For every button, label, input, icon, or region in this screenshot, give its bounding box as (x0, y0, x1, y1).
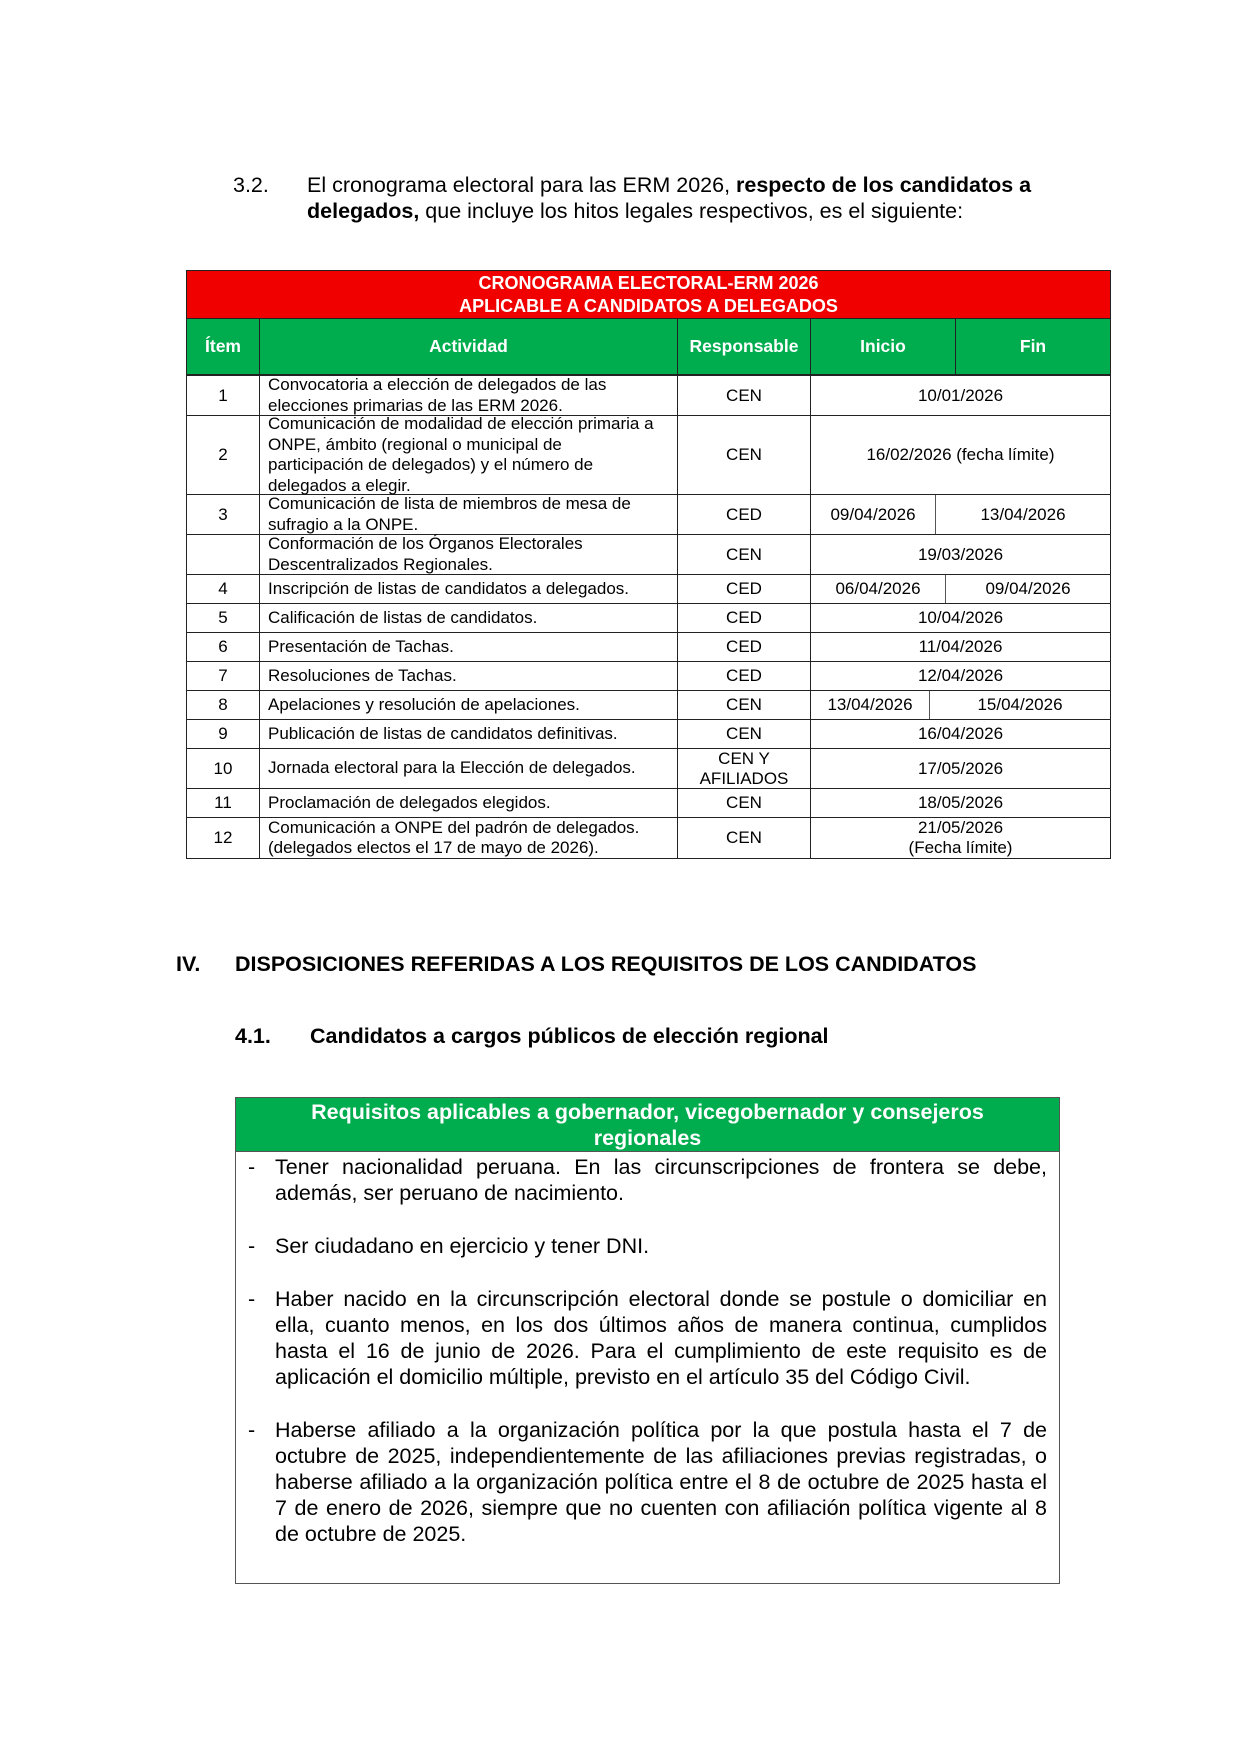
date-value: 16/04/2026 (917, 724, 1004, 743)
requisito-item (248, 1417, 1047, 1547)
responsable-line: CED (726, 608, 762, 627)
requisito-text: Haber nacido en la circunscripción electoral donde se postule o domiciliar en ella, cuanto menos, en los dos últimos años de manera continua, cumplidos hasta el 16 de junio de 2026. Para el cumplimiento de este requisito es de aplicación el domicilio múltiple, previsto en el artículo 35 del Código Civil. (275, 1287, 1047, 1389)
actividad-line: Calificación de listas de candidatos. (268, 607, 538, 627)
title-line-1: CRONOGRAMA ELECTORAL-ERM 2026 (478, 273, 819, 293)
responsable-line: CEN (726, 724, 762, 743)
bullet-dash: - (248, 1287, 256, 1311)
actividad-line: Comunicación de lista de miembros de mesa de (268, 494, 631, 513)
table-row (187, 691, 1110, 720)
requisito-text: Ser ciudadano en ejercicio y tener DNI. (275, 1234, 650, 1258)
cell-item: 8 (187, 691, 260, 719)
cell-item: 4 (187, 575, 260, 603)
requisito-item (248, 1233, 1047, 1259)
actividad-line: Presentación de Tachas. (268, 636, 454, 656)
cell-item: 1 (187, 376, 260, 415)
cell-actividad (260, 604, 678, 632)
header-responsable: Responsable (678, 319, 811, 374)
responsable-line: CEN (726, 695, 762, 714)
cell-date-merged (811, 376, 1110, 415)
table-row (187, 720, 1110, 749)
responsable-line: CED (726, 579, 762, 598)
actividad-line: Proclamación de delegados elegidos. (268, 792, 551, 812)
cell-inicio: 13/04/2026 (811, 691, 930, 719)
actividad-line: Resoluciones de Tachas. (268, 665, 457, 685)
cell-actividad (260, 720, 678, 748)
date-value: 11/04/2026 (918, 637, 1003, 656)
date-value: 17/05/2026 (917, 758, 1004, 778)
cell-item: 3 (187, 495, 260, 534)
actividad-line: delegados a elegir. (268, 475, 411, 495)
date-value: 19/03/2026 (917, 544, 1004, 564)
cell-fin: 13/04/2026 (980, 504, 1066, 524)
cell-actividad (260, 789, 678, 817)
cell-date-merged (811, 720, 1110, 748)
table-row (187, 818, 1110, 858)
cell-actividad (260, 749, 678, 788)
section-number: 3.2. (233, 173, 269, 197)
responsable-line: CED (726, 504, 762, 524)
cell-responsable (678, 691, 811, 719)
responsable-line: CEN (726, 828, 762, 847)
cell-item: 10 (187, 749, 260, 788)
cell-item: 11 (187, 789, 260, 817)
cell-item: 5 (187, 604, 260, 632)
cell-item (187, 535, 260, 574)
table-header-row (187, 319, 1110, 376)
section-text (307, 172, 1107, 224)
table-row (187, 789, 1110, 818)
requisito-text: Haberse afiliado a la organización política por la que postula hasta el 7 de octubre de 2025, independientemente de las afiliaciones previas registradas, o haberse afiliado a la organización política entre el 8 de octubre de 2025 hasta el 7 de enero de 2026, siempre que no cuenten con afiliación política vigente al 8 de octubre de 2025. (275, 1418, 1047, 1546)
table-row (187, 535, 1110, 575)
cell-dates-split (811, 575, 1110, 603)
header-fin: Fin (1019, 336, 1047, 356)
actividad-line: Apelaciones y resolución de apelaciones. (268, 694, 580, 714)
responsable-line: CED (726, 637, 762, 656)
date-value: 18/05/2026 (917, 793, 1004, 812)
requisitos-list (236, 1152, 1059, 1547)
cell-inicio: 09/04/2026 (811, 495, 936, 534)
date-note: (Fecha límite) (908, 838, 1013, 857)
date-value: 21/05/2026 (917, 818, 1004, 837)
table-row (187, 495, 1110, 535)
actividad-line: Comunicación de modalidad de elección primaria a (268, 414, 654, 433)
section-number: IV. (176, 952, 201, 976)
table-row (187, 662, 1110, 691)
cell-responsable (678, 749, 811, 788)
text-bold: respecto de los candidatos a delegados, (307, 173, 1032, 223)
cell-responsable (678, 495, 811, 534)
cell-actividad (260, 535, 678, 574)
text-normal: El cronograma electoral para las ERM 2026, (307, 173, 737, 197)
bullet-dash: - (248, 1234, 256, 1258)
section-title: DISPOSICIONES REFERIDAS A LOS REQUISITOS DE LOS CANDIDATOS (235, 952, 977, 976)
cell-responsable (678, 376, 811, 415)
actividad-line: sufragio a la ONPE. (268, 514, 419, 534)
cell-date-merged (811, 789, 1110, 817)
cell-dates-split (811, 495, 1110, 534)
cell-actividad (260, 376, 678, 415)
actividad-line: Inscripción de listas de candidatos a delegados. (268, 578, 630, 598)
bullet-dash: - (248, 1418, 256, 1442)
actividad-line: (delegados electos el 17 de mayo de 2026). (268, 838, 599, 857)
cell-responsable (678, 818, 811, 858)
table-title (187, 271, 1110, 319)
section-title: Candidatos a cargos públicos de elección regional (310, 1024, 829, 1048)
date-value: 12/04/2026 (917, 666, 1004, 685)
cell-date-merged (811, 535, 1110, 574)
cell-date-merged (811, 633, 1110, 661)
actividad-line: Comunicación a ONPE del padrón de delegados. (268, 817, 640, 837)
cell-actividad (260, 416, 678, 494)
requisitos-header (236, 1098, 1059, 1152)
cell-item: 2 (187, 416, 260, 494)
cell-responsable (678, 575, 811, 603)
title-line-2: APLICABLE A CANDIDATOS A DELEGADOS (459, 296, 838, 316)
cell-date-merged (811, 749, 1110, 788)
responsable-line: CEN (726, 445, 762, 464)
requisito-item (248, 1286, 1047, 1390)
responsable-line: CEN Y (718, 748, 770, 768)
table-row (187, 575, 1110, 604)
cell-responsable (678, 662, 811, 690)
cell-date-merged (811, 818, 1110, 858)
cell-actividad (260, 495, 678, 534)
table-row (187, 633, 1110, 662)
cell-item: 7 (187, 662, 260, 690)
actividad-line: participación de delegados) y el número de (268, 455, 594, 474)
actividad-line: Conformación de los Órganos Electorales (268, 534, 583, 553)
table-body (187, 376, 1110, 858)
cell-fin: 09/04/2026 (985, 579, 1071, 598)
cronograma-table (186, 270, 1111, 859)
date-value: 10/04/2026 (917, 608, 1004, 627)
header-inicio: Inicio (811, 319, 956, 374)
cell-date-merged (811, 662, 1110, 690)
cell-item: 9 (187, 720, 260, 748)
table-row (187, 376, 1110, 416)
requisito-text: Tener nacionalidad peruana. En las circunscripciones de frontera se debe, además, ser peruano de nacimiento. (275, 1155, 1047, 1205)
section-number: 4.1. (235, 1024, 271, 1048)
header-line-1: Requisitos aplicables a gobernador, vicegobernador y consejeros (311, 1100, 984, 1124)
responsable-line: CEN (726, 544, 762, 564)
header-item: Ítem (187, 319, 260, 374)
cell-date-merged (811, 416, 1110, 494)
responsable-line: CED (726, 666, 762, 685)
table-row (187, 749, 1110, 789)
requisito-item (248, 1154, 1047, 1206)
cell-responsable (678, 535, 811, 574)
cell-dates-split (811, 691, 1110, 719)
table-row (187, 604, 1110, 633)
responsable-line: CEN (726, 385, 762, 405)
cell-actividad (260, 575, 678, 603)
date-value: 10/01/2026 (917, 385, 1004, 405)
requisitos-box (235, 1097, 1060, 1584)
actividad-line: Jornada electoral para la Elección de delegados. (268, 758, 636, 778)
header-line-2: regionales (593, 1126, 702, 1150)
cell-responsable (678, 604, 811, 632)
cell-responsable (678, 720, 811, 748)
actividad-line: Descentralizados Regionales. (268, 554, 493, 574)
bullet-dash: - (248, 1155, 256, 1179)
cell-inicio: 06/04/2026 (811, 575, 946, 603)
responsable-line: AFILIADOS (699, 768, 789, 788)
date-value: 16/02/2026 (fecha límite) (866, 445, 1055, 464)
cell-date-merged (811, 604, 1110, 632)
responsable-line: CEN (726, 793, 762, 812)
cell-item: 12 (187, 818, 260, 858)
header-actividad: Actividad (260, 319, 678, 374)
actividad-line: ONPE, ámbito (regional o municipal de (268, 434, 562, 454)
cell-actividad (260, 662, 678, 690)
cell-fin: 15/04/2026 (977, 695, 1063, 714)
cell-actividad (260, 818, 678, 858)
cell-actividad (260, 691, 678, 719)
cell-responsable (678, 633, 811, 661)
cell-item: 6 (187, 633, 260, 661)
cell-actividad (260, 633, 678, 661)
cell-responsable (678, 789, 811, 817)
actividad-line: Convocatoria a elección de delegados de las (268, 375, 607, 394)
cell-responsable (678, 416, 811, 494)
actividad-line: elecciones primarias de las ERM 2026. (268, 395, 563, 415)
actividad-line: Publicación de listas de candidatos definitivas. (268, 723, 618, 743)
table-row (187, 416, 1110, 495)
text-normal: que incluye los hitos legales respectivos, es el siguiente: (419, 199, 964, 223)
